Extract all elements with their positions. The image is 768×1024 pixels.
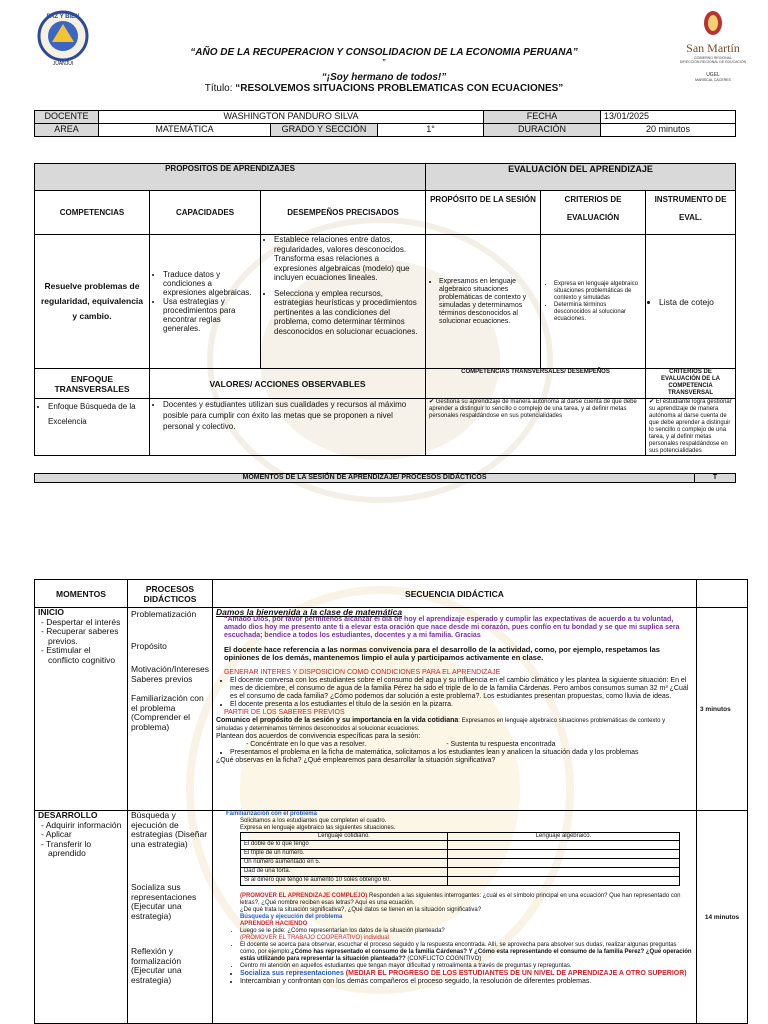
check-icon: ✔ [429, 399, 436, 405]
comp-trans-header: COMPETENCIAS TRANSVERSALES/ DESEMPEÑOS [426, 369, 646, 399]
docente-value: WASHINGTON PANDURO SILVA [99, 111, 484, 124]
generar-heading: GENERAR INTERES Y DISPOSICION COMO CONDICIONES PARA EL APRENDIZAJE [223, 669, 501, 676]
duracion-label: DURACIÓN [484, 124, 601, 137]
moment-item: - Aplicar [41, 829, 72, 839]
ugel-place: MARISCAL CÁCERES [695, 78, 731, 82]
region-name: San Martín [686, 41, 740, 55]
desarrollo-procesos-cell [128, 811, 213, 1024]
criterios-cell [541, 235, 646, 369]
desempenos-cell [261, 235, 426, 369]
propositos-table [34, 163, 736, 456]
pregunta2-text: ¿De qué trata la situación significativa?, ¿Qué datos se tienen en la situación significativa? [239, 907, 482, 913]
enfoque-text: • Enfoque Búsqueda de la Excelencia [48, 399, 146, 429]
lenguaje-row: El triple de un número. [240, 850, 447, 859]
school-logo [34, 10, 92, 66]
col-procesos: PROCESOS DIDÁCTICOS [128, 580, 213, 608]
area-value: MATEMÁTICA [99, 124, 271, 137]
inicio-cell [35, 608, 128, 811]
desempeno-item: • Establece relaciones entre datos, regularidades, valores desconocidos. Transforma esas relaciones a expresiones algebraicas (modelo) que incluyen ecuaciones lineales. [274, 235, 422, 283]
inicio-pregunta: ¿Qué observas en la ficha? ¿Qué emplearemos para desarrollar la situación significativa? [215, 757, 496, 764]
ugel-label: UGEL [706, 72, 720, 78]
capacidad-item: • Traduce datos y condiciones a expresiones algebraicas. [163, 270, 257, 297]
valores-header: VALORES/ ACCIONES OBSERVABLES [150, 369, 426, 399]
quote-mark: ” [382, 58, 386, 69]
lenguaje-cotidiano-header: Lenguaje cotidiano. [240, 833, 447, 841]
desarrollo-bullet: • El docente se acerca para observar, escuchar el proceso seguido y la respuesta encontrada. Allí, se aprovecha para absolver sus dudas, realizar algunas preguntas como, por ejemplo:¿Cómo has representado el consumo de la familia Cárdenas? Y ¿Cómo esta representando el consumo de la familia Perez? ¿Qué operación estás utilizando para representar la situación planteada?? (CONFLICTO COGNITIVO) [240, 942, 693, 963]
col-desempenos: DESEMPEÑOS PRECISADOS [261, 191, 426, 235]
desarrollo-secuencia-cell [212, 811, 696, 1024]
sol2-text: Expresa en lenguaje algebraico las siguientes situaciones. [239, 825, 396, 831]
region-logo [676, 10, 750, 88]
region-line1: GOBIERNO REGIONAL [694, 56, 732, 60]
check-icon: ✔ [649, 399, 656, 405]
comunico-text: Comunico el propósito de la sesión y su importancia en la vida cotidiana: Expresamos en lenguaje algebraico situaciones problemáticas de contexto y simuladas y determinamos términos desconocidos al solucionar ecuaciones. [215, 717, 666, 732]
inicio-items [38, 618, 124, 666]
norms-text: El docente hace referencia a las normas convivencia para el desarrollo de la actividad, como, por ejemplo, respetamos las opiniones de los demás, mantenemos limpio el aula y participamos activamente en clase. [223, 645, 660, 662]
valores-text: • Docentes y estudiantes utilizan sus cualidades y recursos al máximo posible para cumplir con éxito las metas que se proponen a nivel personal y colectivo. [163, 399, 422, 432]
desarrollo-bullet: • Intercambian y confrontan con los demás compañeros el proceso seguido, la resolución de diferentes problemas. [240, 978, 693, 986]
inicio-secuencia-cell [212, 608, 696, 811]
proceso-item: Familiarización con el problema (Comprender el problema) [131, 693, 204, 732]
desempeno-item: • Selecciona y emplea recursos, estrategias heurísticas y procedimientos pertinentes a las condiciones del problema, como determinar términos desconocidos en solucionar ecuaciones. [274, 289, 422, 337]
aprender-heading: APRENDER HACIENDO [239, 921, 308, 927]
proceso-item: Propósito [131, 640, 167, 651]
inicio-bullet: • El docente conversa con los estudiantes sobre el consumo del agua y su influencia en el cambio climático y les plantea la siguiente situación: En el mes de diciembre, el consumo de agua de la familia Pérez ha sido el triple de lo de la familia Cárdenas. Pero ambos consumos suman 32 m³ ¿Cuál es el consumo de cada familia? ¿Cómo podemos dar solución a este problema?. Los estudiantes presentan propuestas, como lluvia de ideas. [230, 677, 693, 701]
desarrollo-bullet: • Luego se le pide: ¿Cómo representarían los datos de la situación planteada? [240, 928, 693, 935]
moment-item: - Estimular el conflicto cognitivo [41, 645, 116, 665]
answer-cell [447, 859, 679, 868]
area-label: AREA [35, 124, 99, 137]
sol1-text: Solicitamos a los estudiantes que completen el cuadro. [239, 818, 387, 824]
prayer-text: “Amado Dios, por favor permítenos alcanzar el día de hoy el aprendizaje esperado y cumplir las expectativas de acuerdo a tu voluntad, amado dios hoy me presento ante ti a elevar esta oración que nace desde mi corazón, pues confío en tu bondad y se que mi suplica sera escuchada; bendice a todos los estudiantes, docentes y a mi familia. Gracias [223, 616, 680, 639]
fecha-label: FECHA [484, 111, 601, 124]
moment-item: - Transferir lo aprendido [41, 838, 92, 858]
proposito-cell [426, 235, 541, 369]
region-crest-icon [676, 10, 750, 38]
inicio-procesos-cell [128, 608, 213, 811]
session-title: Título: “RESOLVEMOS SITUACIONS PROBLEMATICAS CON ECUACIONES” [204, 83, 564, 94]
moment-item: - Despertar el interés [41, 616, 121, 627]
svg-text:JUANJUI: JUANJUI [52, 61, 74, 66]
lenguaje-row: Un número aumentado en 5. [240, 859, 447, 868]
moment-item: - Recuperar saberes previos. [41, 626, 119, 646]
desarrollo-bullet: • Socializa sus representaciones (MEDIAR EL PROGRESO DE LOS ESTUDIANTES DE UN NIVEL DE APRENDIZAJE A OTRO SUPERIOR) [240, 970, 693, 978]
grado-value: 1° [378, 124, 484, 137]
answer-cell [447, 868, 679, 877]
crit-trans-cell [646, 399, 736, 456]
fecha-value: 13/01/2025 [601, 111, 736, 124]
competencia-text: Resuelve problemas de regularidad, equivalencia y cambio. [35, 235, 150, 369]
inicio-bullet: • Presentamos el problema en la ficha de matemática, solicitamos a los estudiantes lean y analicen la situación dada y los problemas [230, 749, 693, 757]
momentos-bar-label: MOMENTOS DE LA SESIÓN DE APRENDIZAJE/ PROCESOS DIDÁCTICOS [35, 474, 695, 483]
answer-cell [447, 850, 679, 859]
secuencia-table [34, 579, 748, 1024]
welcome-text: Damos la bienvenida a la clase de matemática [215, 607, 403, 617]
partir-heading: PARTIR DE LOS SABERES PREVIOS [223, 709, 345, 716]
lenguaje-algebraico-header: Lenguaje algebraico. [447, 833, 679, 841]
docente-label: DOCENTE [35, 111, 99, 124]
promover-text: (PROMOVER EL APRENDIZAJE COMPLEJO) Responden a las siguientes interrogantes: ¿cuál es el símbolo principal en una ecuación? Que han representado con letras?, ¿Qué nombre reciben esas letras? Aquí es una ecuación. [239, 893, 681, 906]
col-capacidades: CAPACIDADES [150, 191, 261, 235]
proceso-item: Reflexión y formalización (Ejecutar una estrategia) [131, 946, 182, 985]
propositos-header: PROPOSITOS DE APRENDIZAJES [35, 164, 426, 191]
enfoque-cell [35, 399, 150, 456]
col-proposito: PROPÓSITO DE LA SESIÓN [426, 191, 541, 235]
capacidad-item: • Usa estrategias y procedimientos para encontrar reglas generales. [163, 297, 257, 333]
col-momentos: MOMENTOS [35, 580, 128, 608]
instrumento-text: • Lista de cotejo [659, 297, 732, 307]
proposito-text: • Expresamos en lenguaje algebraico situaciones problemáticas de contexto y simuladas y determinamos términos desconocidos al solucionar ecuaciones. [439, 278, 537, 326]
lenguaje-table [240, 832, 680, 886]
familiarizacion-heading: Familiarización con el problema [225, 811, 317, 817]
proceso-item: Socializa sus representaciones (Ejecutar una estrategia) [131, 882, 197, 921]
col-secuencia: SECUENCIA DIDÁCTICA [212, 580, 696, 608]
proceso-item: Saberes previos [131, 673, 193, 684]
info-table [34, 110, 736, 137]
lenguaje-row: Si al dinero que tengo le aumento 10 soles obtengo 60. [240, 877, 447, 886]
col-competencias: COMPETENCIAS [35, 191, 150, 235]
desarrollo-bullet: • Centro mi atención en aquellos estudiantes que tengan mayor dificultad y retroalimenta a través de preguntas y repreguntas. [240, 963, 693, 970]
momentos-bar-t: T [695, 474, 736, 483]
busqueda-heading: Búsqueda y ejecución del problema [239, 914, 343, 920]
answer-cell [447, 841, 679, 850]
crit-trans-header: CRITERIOS DE EVALUACIÓN DE LA COMPETENCIA TRANSVERSAL [646, 369, 736, 399]
comp-trans-cell [426, 399, 646, 456]
inicio-bullet: • El docente presenta a los estudiantes el título de la sesión en la pizarra. [230, 701, 693, 709]
enfoque-header: ENFOQUE TRANSVERSALES [35, 369, 150, 399]
momentos-bar [34, 473, 736, 483]
instrumento-cell [646, 235, 736, 369]
inicio-title: INICIO [38, 607, 64, 617]
col-criterios: CRITERIOS DE EVALUACIÓN [541, 191, 646, 235]
desarrollo-title: DESARROLLO [38, 810, 98, 820]
col-tiempo [697, 580, 748, 608]
proceso-item: Búsqueda y ejecución de estrategias (Diseñar una estrategia) [131, 810, 208, 849]
criterio-item: • Expresa en lenguaje algebraico situaciones problemáticas de contexto y simuladas [554, 281, 642, 302]
moment-item: - Adquirir información [41, 819, 122, 830]
region-line2: DIRECCIÓN REGIONAL DE EDUCACIÓN [679, 60, 747, 64]
desarrollo-time: 14 minutos [697, 811, 748, 1024]
acuerdos: - Concéntrate en lo que vas a resolver. - Sustenta tu respuesta encontrada [245, 741, 556, 748]
criterio-item: • Determina términos desconocidos al solucionar ecuaciones. [554, 302, 642, 323]
motto: “¡Soy hermano de todos!” [321, 72, 447, 83]
comp-trans-text: Gestiona su aprendizaje de manera autónoma al darse cuenta de que debe aprender a distinguir lo sencillo o complejo de una tarea, y al definir metas personales respaldándose en sus potencialidades [429, 399, 637, 419]
desarrollo-cell [35, 811, 128, 1024]
duracion-value: 20 minutos [601, 124, 736, 137]
lenguaje-row: Dad de una torta. [240, 868, 447, 877]
inicio-time: 3 minutos [697, 608, 748, 811]
crit-trans-text: El estudiante logra gestionar su aprendizaje de manera autónoma al darse cuenta de que debe aprender a distinguir lo sencillo o complejo de una tarea, y al definir metas personales respaldándose en sus potencialidades [649, 399, 732, 454]
capacidades-cell [150, 235, 261, 369]
lenguaje-row: El doble de lo que tengo [240, 841, 447, 850]
evaluacion-header: EVALUACIÓN DEL APRENDIZAJE [426, 164, 736, 191]
valores-cell [150, 399, 426, 456]
grado-label: GRADO Y SECCIÓN [271, 124, 378, 137]
proceso-item: Motivación/Intereses [131, 664, 209, 674]
promover2-text: (PROMOVER EL TRABAJO COOPERATIVO) individual [239, 935, 389, 941]
answer-cell [447, 877, 679, 886]
col-instrumento: INSTRUMENTO DE EVAL. [646, 191, 736, 235]
plantean-text: Plantean dos acuerdos de convivencia específicas para la sesión: [215, 733, 421, 740]
svg-text:PAZ Y BIEN: PAZ Y BIEN [46, 14, 80, 20]
desarrollo-items [38, 821, 124, 859]
year-title: “AÑO DE LA RECUPERACION Y CONSOLIDACION DE LA ECONOMIA PERUANA” [190, 47, 578, 58]
proceso-item: Problematización [131, 609, 197, 619]
